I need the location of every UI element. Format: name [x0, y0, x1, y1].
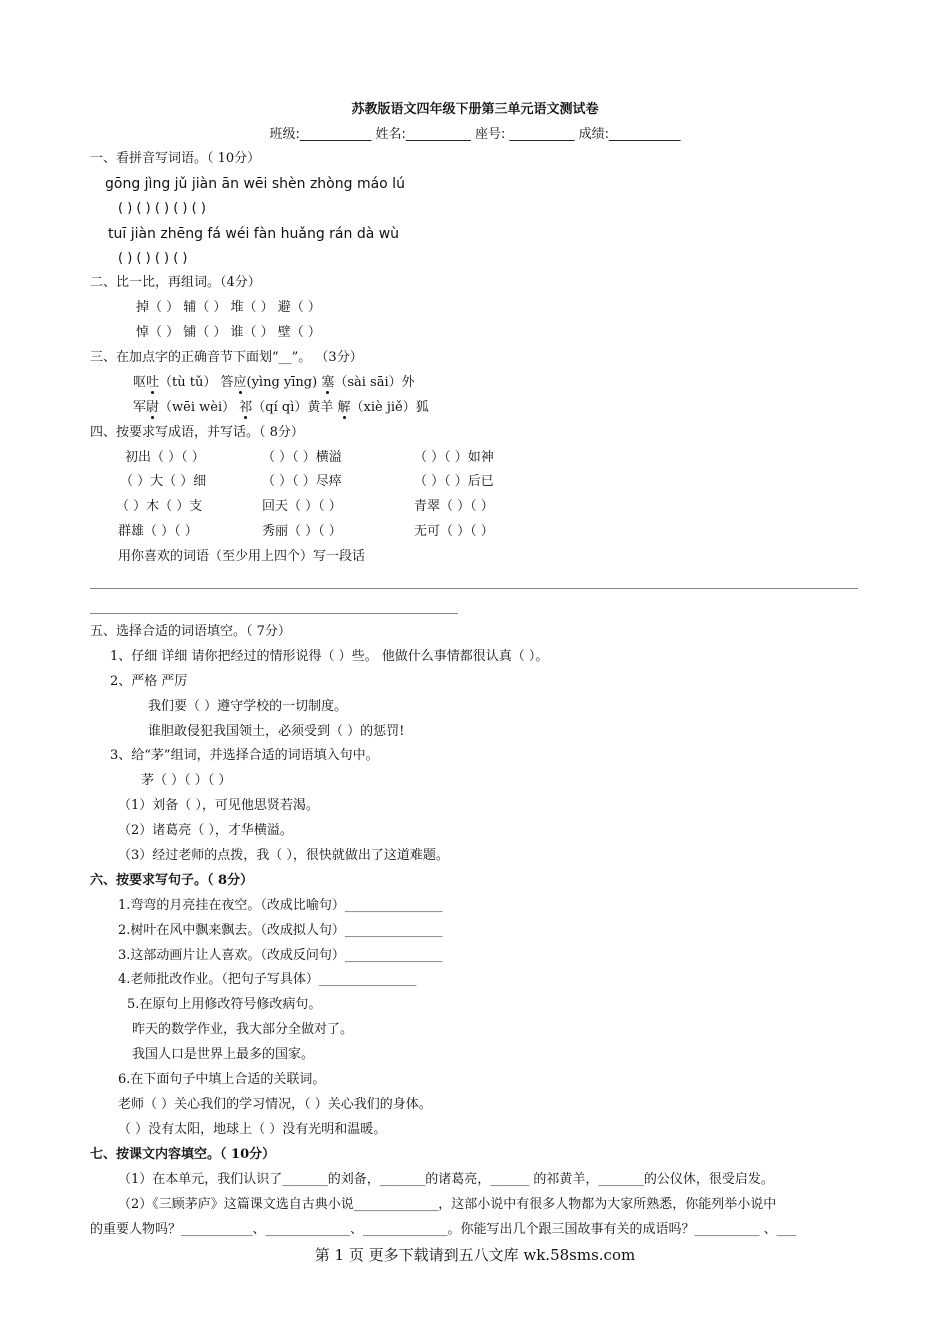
section-4-heading: 四、按要求写成语，并写话。（ 8分）: [90, 425, 304, 440]
choice: （sài sāi）外: [334, 375, 415, 390]
idiom-cell[interactable]: 初出（ ）（ ）: [125, 450, 205, 465]
idiom-cell[interactable]: 秀丽（ ）（ ）: [262, 524, 342, 539]
text-fill-q2a[interactable]: （2）《三顾茅庐》这篇课文选自古典小说_____________，这部小说中有很多人物都为大家所熟悉，你能列举小说中: [118, 1197, 777, 1212]
sentence-q4[interactable]: 4.老师批改作业。（把句子写具体）_______________: [118, 972, 417, 987]
pinyin-choice-row-2[interactable]: [133, 399, 429, 417]
student-info-line: 班级:___________ 姓名:__________ 座号: __________ 成绩:___________: [269, 127, 681, 142]
idiom-cell[interactable]: （ ）（ ）如神: [414, 450, 494, 465]
dotted-char: 祁: [239, 400, 253, 415]
choice: （wēi wèi）: [159, 400, 240, 415]
idiom-cell[interactable]: 群雄（ ）（ ）: [118, 524, 198, 539]
text-fill-q2b[interactable]: 的重要人物吗？___________、_____________、_____________。你能写出几个跟三国故事有关的成语吗？__________ 、___: [90, 1222, 797, 1237]
sentence-q3[interactable]: 3.这部动画片让人喜欢。（改成反问句）_______________: [118, 948, 443, 963]
sentence-q6a[interactable]: 老师（ ）关心我们的学习情况，（ ）关心我们的身体。: [118, 1097, 432, 1112]
pinyin-row-2: tuī jiàn zhēng fá wéi fàn huǎng rán dà wù: [108, 226, 400, 242]
section-1-heading: 一、看拼音写词语。（ 10分）: [90, 151, 261, 166]
choice: （qí qì）黄羊: [252, 400, 338, 415]
section-7-label: 七、按课文内容填空。（ 10分）: [90, 1147, 276, 1162]
sentence-q6b[interactable]: （ ）没有太阳，地球上（ ）没有光明和温暖。: [118, 1122, 387, 1137]
char: 呕: [133, 375, 147, 390]
fill-q2: 2、严格 严厉: [110, 674, 188, 689]
char: 军: [133, 400, 147, 415]
sentence-q5a[interactable]: 昨天的数学作业，我大部分全做对了。: [132, 1022, 354, 1037]
fill-q2a[interactable]: 我们要（ ）遵守学校的一切制度。: [148, 699, 348, 714]
dotted-char: 吐: [146, 375, 160, 390]
sentence-q5: 5.在原句上用修改符号修改病句。: [127, 997, 322, 1012]
answer-line[interactable]: [90, 588, 858, 589]
sentence-q5b[interactable]: 我国人口是世界上最多的国家。: [132, 1047, 315, 1062]
dotted-char: 塞: [321, 375, 335, 390]
choice: (yìng yīng): [246, 375, 322, 390]
page-footer: 第 1 页 更多下载请到五八文库 wk.58sms.com: [314, 1246, 636, 1264]
doc-title: 苏教版语文四年级下册第三单元语文测试卷: [351, 102, 599, 117]
idiom-cell[interactable]: 回天（ ）（ ）: [262, 499, 342, 514]
section-6-heading: 六、按要求写句子。（ 8分）: [90, 873, 254, 888]
idiom-cell[interactable]: （ ）木（ ）支: [116, 499, 203, 514]
compare-row-1[interactable]: 掉（ ） 辅（ ） 堆（ ） 避（ ）: [136, 300, 321, 315]
choice: （tù tǔ） 答: [159, 375, 234, 390]
dotted-char: 尉: [146, 400, 160, 415]
section-5-heading: 五、选择合适的词语填空。（ 7分）: [90, 624, 291, 639]
fill-q3c[interactable]: （2）诸葛亮（ ），才华横溢。: [118, 823, 293, 838]
fill-q3: 3、给“茅”组词，并选择合适的词语填入句中。: [110, 748, 379, 763]
answer-line[interactable]: [90, 613, 458, 614]
text-fill-q1[interactable]: （1）在本单元，我们认识了_______的刘备，_______的诸葛亮，______ 的祁黄羊，_______的公仪休，很受启发。: [118, 1172, 774, 1187]
sentence-q6: 6.在下面句子中填上合适的关联词。: [118, 1072, 326, 1087]
idiom-cell[interactable]: （ ）（ ）横溢: [262, 450, 342, 465]
choice: （xiè jiě）狐: [350, 400, 429, 415]
blank-row-2[interactable]: ( ) ( ) ( ) ( ): [118, 251, 188, 266]
section-3-heading: 三、在加点字的正确音节下面划“__”。 （3分）: [90, 350, 363, 365]
idiom-cell[interactable]: （ ）（ ）后已: [414, 474, 494, 489]
pinyin-row-1: gōng jìng jǔ jiàn ān wēi shèn zhòng máo lú: [105, 176, 405, 192]
dotted-char: 解: [337, 400, 351, 415]
writing-prompt: 用你喜欢的词语（至少用上四个）写一段话: [118, 549, 366, 564]
sentence-q2[interactable]: 2.树叶在风中飘来飘去。（改成拟人句）_______________: [118, 923, 443, 938]
pinyin-choice-row-1[interactable]: [133, 374, 415, 392]
idiom-cell[interactable]: 青翠（ ）（ ）: [414, 499, 494, 514]
idiom-cell[interactable]: 无可（ ）（ ）: [414, 524, 494, 539]
blank-row-1[interactable]: ( ) ( ) ( ) ( ) ( ): [118, 201, 206, 216]
sentence-q1[interactable]: 1.弯弯的月亮挂在夜空。（改成比喻句）_______________: [118, 898, 443, 913]
fill-q3d[interactable]: （3）经过老师的点拨，我（ ），很快就做出了这道难题。: [118, 848, 449, 863]
section-2-heading: 二、比一比，再组词。（4分）: [90, 275, 261, 290]
fill-q3a[interactable]: 茅（ ）（ ）（ ）: [141, 773, 232, 788]
fill-q2b[interactable]: 谁胆敢侵犯我国领土，必须受到（ ）的惩罚!: [148, 724, 405, 739]
idiom-cell[interactable]: （ ）大（ ）细: [120, 474, 207, 489]
section-7-heading: [90, 1146, 275, 1164]
idiom-cell[interactable]: （ ）（ ）尽瘁: [262, 474, 342, 489]
fill-q1[interactable]: 1、仔细 详细 请你把经过的情形说得（ ）些。 他做什么事情都很认真（ ）。: [110, 649, 549, 664]
fill-q3b[interactable]: （1）刘备（ ），可见他思贤若渴。: [118, 798, 319, 813]
dotted-char: 应: [233, 375, 247, 390]
compare-row-2[interactable]: 悼（ ） 铺（ ） 谁（ ） 壁（ ）: [136, 325, 321, 340]
